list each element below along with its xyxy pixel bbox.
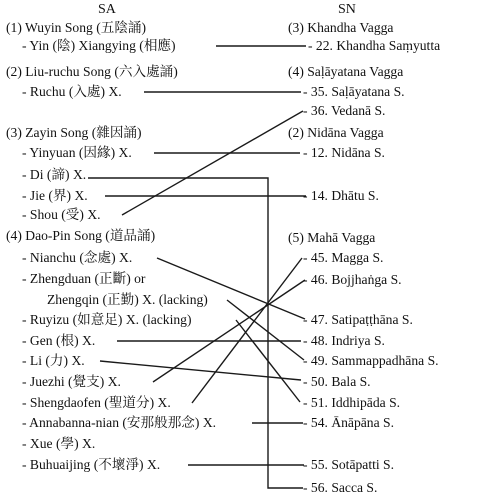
sn-item-36-vedana: - 36. Vedanā S. [303,103,386,118]
sa-item-di: - Di (諦) X. [22,167,87,182]
sn-item-51-iddhipada: - 51. Iddhipāda S. [303,395,401,410]
sn-item-55-sotapatti: - 55. Sotāpatti S. [303,457,395,472]
sa-item-gen: - Gen (根) X. [22,333,96,348]
sa-item-yin-xiangying: - Yin (陰) Xiangying (相應) [22,38,176,53]
sa-item-shengdaofen: - Shengdaofen (聖道分) X. [22,395,171,410]
sa-item-annabanna-nian: - Annabanna-nian (安那般那念) X. [22,415,217,430]
sn-section-nidana-vagga: (2) Nidāna Vagga [288,125,384,140]
sn-item-54-anapana: - 54. Ānāpāna S. [303,415,394,430]
connector-nianchu-satipatthana [157,258,305,319]
sa-item-shou: - Shou (受) X. [22,207,101,222]
sa-item-ruchu: - Ruchu (入處) X. [22,84,122,99]
sn-item-50-bala: - 50. Bala S. [303,374,371,389]
sa-item-buhuaijing: - Buhuaijing (不壞淨) X. [22,457,161,472]
sn-item-35-salayatana: - 35. Saḷāyatana S. [303,84,405,99]
sa-item-xue: - Xue (學) X. [22,436,96,451]
sn-item-49-sammappadhana: - 49. Sammappadhāna S. [303,353,439,368]
sa-section-zayin: (3) Zayin Song (雜因誦) [6,125,142,140]
sn-item-12-nidana: - 12. Nidāna S. [303,145,385,160]
connector-zhengqin-sammappadhana [227,300,304,360]
sa-column-header: SA [98,2,116,17]
sn-column-header: SN [338,2,356,17]
sn-item-47-satipatthana: - 47. Satipaṭṭhāna S. [303,312,413,327]
connector-shou-vedana [122,111,303,215]
sn-item-45-magga: - 45. Magga S. [303,250,384,265]
sa-item-nianchu: - Nianchu (念處) X. [22,250,133,265]
sa-item-juezhi: - Juezhi (覺支) X. [22,374,121,389]
connector-di-sacca [88,178,303,488]
sn-item-46-bojjhanga: - 46. Bojjhaṅga S. [303,272,402,287]
sa-item-li: - Li (力) X. [22,353,85,368]
sa-item-zhengduan: - Zhengduan (正斷) or [22,271,146,286]
sa-item-yinyuan: - Yinyuan (因緣) X. [22,145,132,160]
sa-item-jie: - Jie (界) X. [22,188,88,203]
sa-section-wuyin: (1) Wuyin Song (五陰誦) [6,20,147,35]
sn-item-48-indriya: - 48. Indriya S. [303,333,385,348]
sn-item-56-sacca: - 56. Sacca S. [303,480,378,495]
sn-section-maha-vagga: (5) Mahā Vagga [288,230,376,245]
sn-section-salayatana-vagga: (4) Saḷāyatana Vagga [288,64,404,79]
sn-item-22-khandha: - 22. Khandha Saṃyutta [308,38,441,53]
sa-item-ruyizu: - Ruyizu (如意足) X. (lacking) [22,312,192,327]
sa-section-liu-ruchu: (2) Liu-ruchu Song (六入處誦) [6,64,178,79]
sa-item-zhengqin: Zhengqin (正勤) X. (lacking) [47,292,208,307]
sn-item-14-dhatu: - 14. Dhātu S. [303,188,379,203]
sa-section-dao-pin: (4) Dao-Pin Song (道品誦) [6,228,156,243]
sn-section-khandha-vagga: (3) Khandha Vagga [288,20,394,35]
